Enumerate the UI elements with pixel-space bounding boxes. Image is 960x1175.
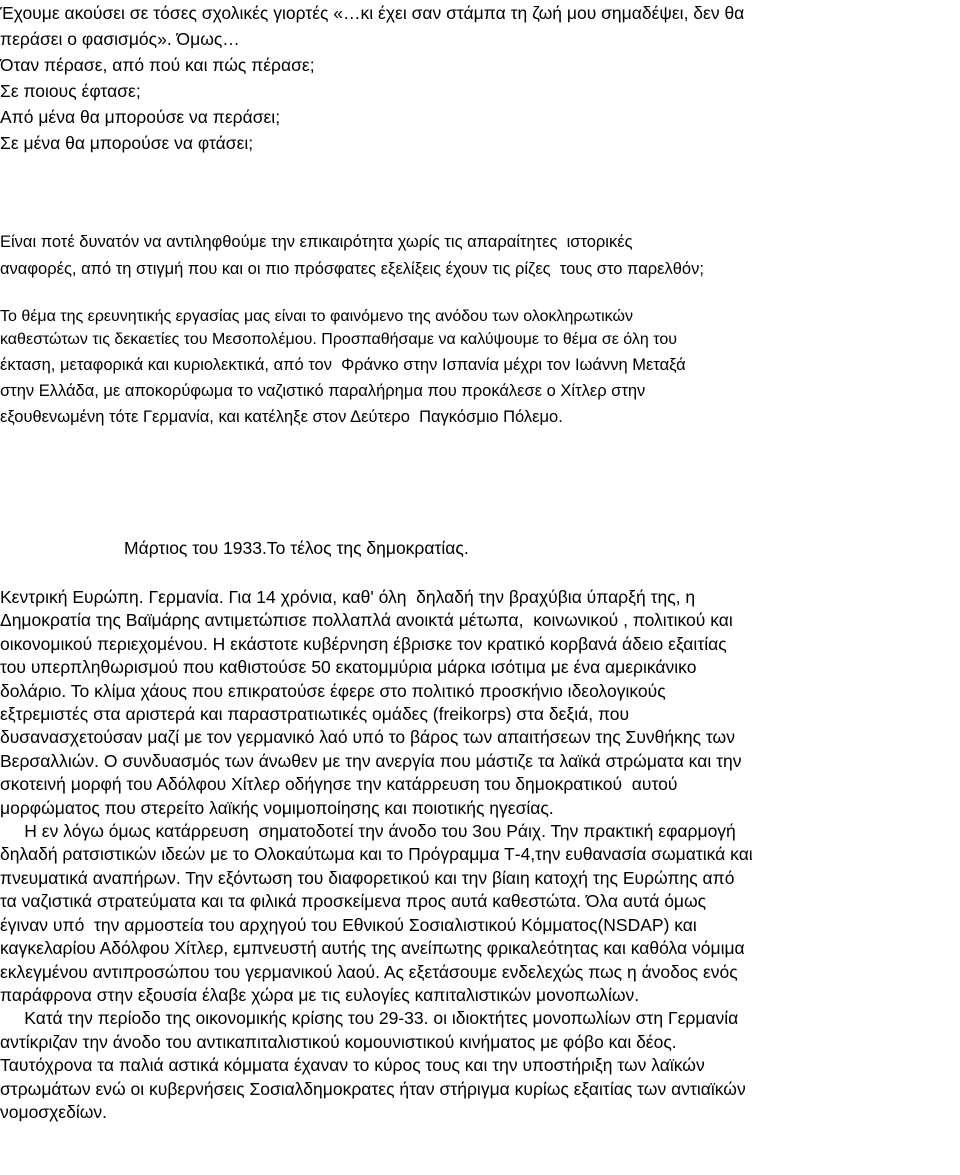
body-line: παράφρονα στην εξουσία έλαβε χώρα με τις ευλογίες καπιταλιστικών μονοπωλίων. [0, 984, 640, 1005]
paragraph-line: Το θέμα της ερευνητικής εργασίας μας είναι το φαινόμενο της ανόδου των ολοκληρωτικών [0, 308, 633, 325]
paragraph-line: αναφορές, από τη στιγμή που και οι πιο πρόσφατες εξελίξεις έχουν τις ρίζες τους στο παρελθόν; [0, 260, 704, 278]
body-line: εξτρεμιστές στα αριστερά και παραστρατιωτικές ομάδες (freikorps) στα δεξιά, που [0, 704, 630, 725]
body-line: Η εν λόγω όμως κατάρρευση σηματοδοτεί την άνοδο του 3ου Ράιχ. Την πρακτική εφαρμογή [0, 821, 736, 842]
body-line: έγιναν υπό την αρμοστεία του αρχηγού του Εθνικού Σοσιαλιστικού Κόμματος(NSDAP) και [0, 914, 697, 935]
body-line: του υπερπληθωρισμού που καθιστούσε 50 εκατομμύρια μάρκα ισότιμα με ένα αμερικάνικο [0, 657, 697, 678]
body-line: δυσανασχετούσαν μαζί με τον γερμανικό λαό υπό το βάρος των απαιτήσεων της Συνθήκης των [0, 727, 735, 748]
body-line: Κεντρική Ευρώπη. Γερμανία. Για 14 χρόνια, καθ' όλη δηλαδή την βραχύβια ύπαρξή της, η [0, 587, 696, 607]
body-line: καγκελαρίου Αδόλφου Χίτλερ, εμπνευστή αυτής της ανείπωτης φρικαλεότητας και καθόλα νόμιμα [0, 938, 745, 959]
paragraph-line: έκταση, μεταφορικά και κυριολεκτικά, από τον Φράνκο στην Ισπανία μέχρι τον Ιωάννη Μεταξά [0, 356, 686, 374]
body-line: δηλαδή ρατσιστικών ιδεών με το Ολοκαύτωμα και το Πρόγραμμα Τ-4,την ευθανασία σωματικά και [0, 844, 753, 865]
paragraph-line: καθεστώτων τις δεκαετίες του Μεσοπολέμου. Προσπαθήσαμε να καλύψουμε το θέμα σε όλη του [0, 331, 677, 348]
topic-paragraph-rest [0, 352, 960, 430]
body-line: νομοσχεδίων. [0, 1101, 107, 1122]
body-line: τα ναζιστικά στρατεύματα και τα φιλικά προσκείμενα προς αυτά καθεστώτα. Όλα αυτά όμως [0, 891, 707, 912]
body-line: εκλεγμένου αντιπροσώπου του γερμανικού λαού. Ας εξετάσουμε ενδελεχώς πως η άνοδος ενός [0, 961, 738, 982]
intro-section [0, 0, 960, 156]
body-line: δολάριο. Το κλίμα χάους που επικρατούσε έφερε στο πολιτικό προσκήνιο ιδεολογικούς [0, 680, 666, 701]
body-line: αντίκριζαν την άνοδο του αντικαπιταλιστικού κομουνιστικού κινήματος με φόβο και δέος. [0, 1031, 677, 1052]
intro-line: Σε ποιους έφτασε; [0, 81, 141, 101]
paragraph-line: Είναι ποτέ δυνατόν να αντιληφθούμε την επικαιρότητα χωρίς τις απαραίτητες ιστορικές [0, 233, 633, 251]
body-line: Κατά την περίοδο της οικονομικής κρίσης του 29-33. οι ιδιοκτήτες μονοπωλίων στη Γερμανία [0, 1008, 739, 1029]
paragraph-line: στην Ελλάδα, με αποκορύφωμα το ναζιστικό παραλήρημα που προκάλεσε ο Χίτλερ στην [0, 382, 646, 400]
body-line: οικονομικού περιεχομένου. Η εκάστοτε κυβέρνηση έβρισκε τον κρατικό κορβανά άδειο εξαιτίας [0, 633, 727, 654]
body-line: πνευματικά αναπήρων. Την εξόντωση του διαφορετικού και την βίαιη κατοχή της Ευρώπης από [0, 867, 735, 888]
body-line: Δημοκρατία της Βαϊμάρης αντιμετώπισε πολλαπλά ανοικτά μέτωπα, κοινωνικού , πολιτικού και [0, 610, 733, 631]
date-heading: Μάρτιος του 1933.Το τέλος της δημοκρατίας. [124, 538, 469, 558]
body-line: Ταυτόχρονα τα παλιά αστικά κόμματα έχαναν το κύρος τους και την υποστήριξη των λαϊκών [0, 1055, 705, 1076]
body-line: Βερσαλλιών. Ο συνδυασμός των άνωθεν με την ανεργία που μάστιζε τα λαϊκά στρώματα και την [0, 750, 742, 771]
intro-line: Σε μένα θα μπορούσε να φτάσει; [0, 133, 254, 153]
paragraph-line: εξουθενωμένη τότε Γερμανία, και κατέληξε στον Δεύτερο Παγκόσμιο Πόλεμο. [0, 408, 563, 426]
context-paragraph [0, 229, 960, 283]
intro-line: Από μένα θα μπορούσε να περάσει; [0, 107, 281, 127]
body-line: μορφώματος που στερείτο λαϊκής νομιμοποίησης και ποιοτικής ηγεσίας. [0, 797, 554, 818]
intro-line: Έχουμε ακούσει σε τόσες σχολικές γιορτές «…κι έχει σαν στάμπα τη ζωή μου σημαδέψει, δεν θα [0, 3, 745, 23]
body-line: στρωμάτων ενώ οι κυβερνήσεις Σοσιαλδημοκρατες ήταν στήριγμα κυρίως εξαιτίας των αντιαϊκών [0, 1078, 746, 1099]
intro-line: περάσει ο φασισμός». Όμως… [0, 29, 240, 49]
topic-paragraph [0, 305, 960, 351]
intro-line: Όταν πέρασε, από πού και πώς πέρασε; [0, 55, 315, 75]
main-body [0, 586, 960, 1124]
body-line: σκοτεινή μορφή του Αδόλφου Χίτλερ οδήγησε την κατάρρευση του δημοκρατικού αυτού [0, 774, 678, 795]
